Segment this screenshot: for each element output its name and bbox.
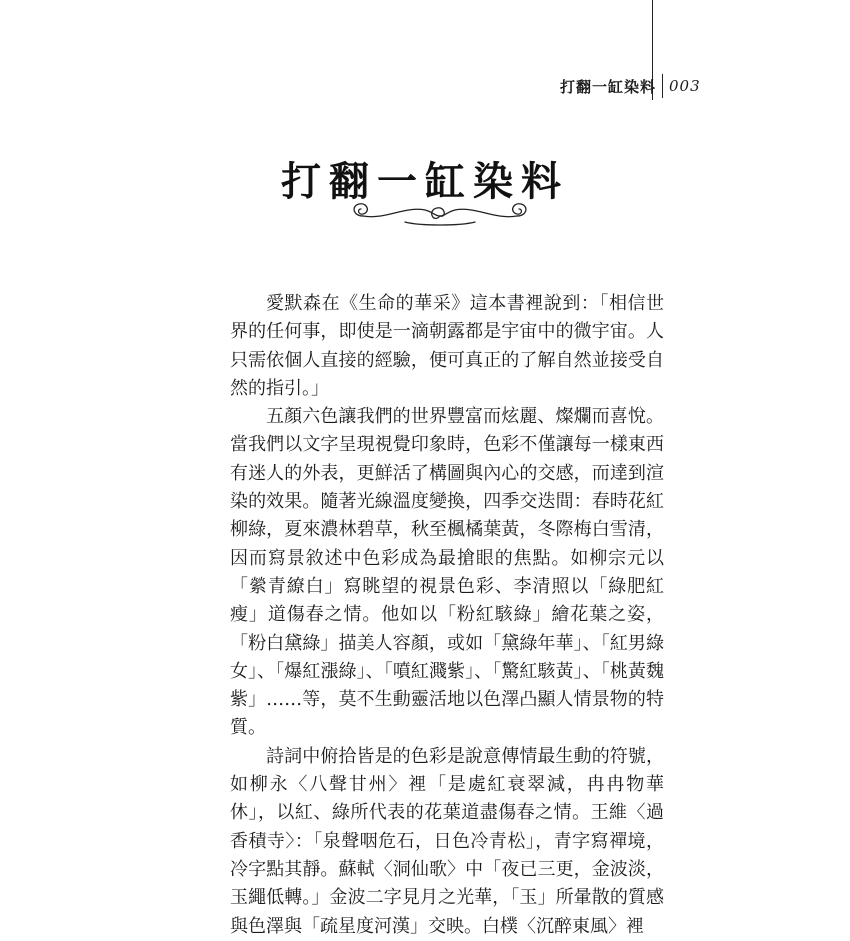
body-text [230,290,664,941]
paragraph-2: 五顏六色讓我們的世界豐富而炫麗、燦爛而喜悅。當我們以文字呈現視覺印象時，色彩不僅讓每一樣東西有迷人的外表，更鮮活了構圖與內心的交感，而達到渲染的效果。隨著光線溫度變換，四季交迭間：春時花紅柳綠，夏來濃林碧草，秋至楓橘葉黃，冬際梅白雪清，因而寫景敘述中色彩成為最搶眼的焦點。如柳宗元以「縈青繚白」寫眺望的視景色彩、李清照以「綠肥紅瘦」道傷春之情。他如以「粉紅駭綠」繪花葉之姿，「粉白黛綠」描美人容顏，或如「黛綠年華」、「紅男綠女」、「爆紅漲綠」、「噴紅濺紫」、「驚紅駭黃」、「桃黃魏紫」……等，莫不生動靈活地以色澤凸顯人情景物的特質。 [230,406,664,739]
scroll-flourish-icon [345,196,535,230]
running-header [560,74,701,98]
chapter-title: 打翻一缸染料 [281,158,569,205]
paragraph-1: 愛默森在《生命的華采》這本書裡說到：「相信世界的任何事，即使是一滴朝露都是宇宙中的微宇宙。人只需依個人直接的經驗，便可真正的了解自然並接受自然的指引。」 [230,293,664,399]
running-title: 打翻一缸染料 [560,77,657,96]
paragraph-3: 詩詞中俯拾皆是的色彩是說意傳情最生動的符號，如柳永〈八聲甘州〉裡「是處紅衰翠減，冉冉物華休」，以紅、綠所代表的花葉道盡傷春之情。王維〈過香積寺〉：「泉聲咽危石，日色冷青松」，青字寫禪境，冷字點其靜。蘇軾〈洞仙歌〉中「夜已三更，金波淡，玉繩低轉。」金波二字見月之光華，「玉」所暈散的質感與色澤與「疏星度河漢」交映。白樸〈沉醉東風〉裡 [230,745,664,937]
page-number: 003 [669,77,701,95]
